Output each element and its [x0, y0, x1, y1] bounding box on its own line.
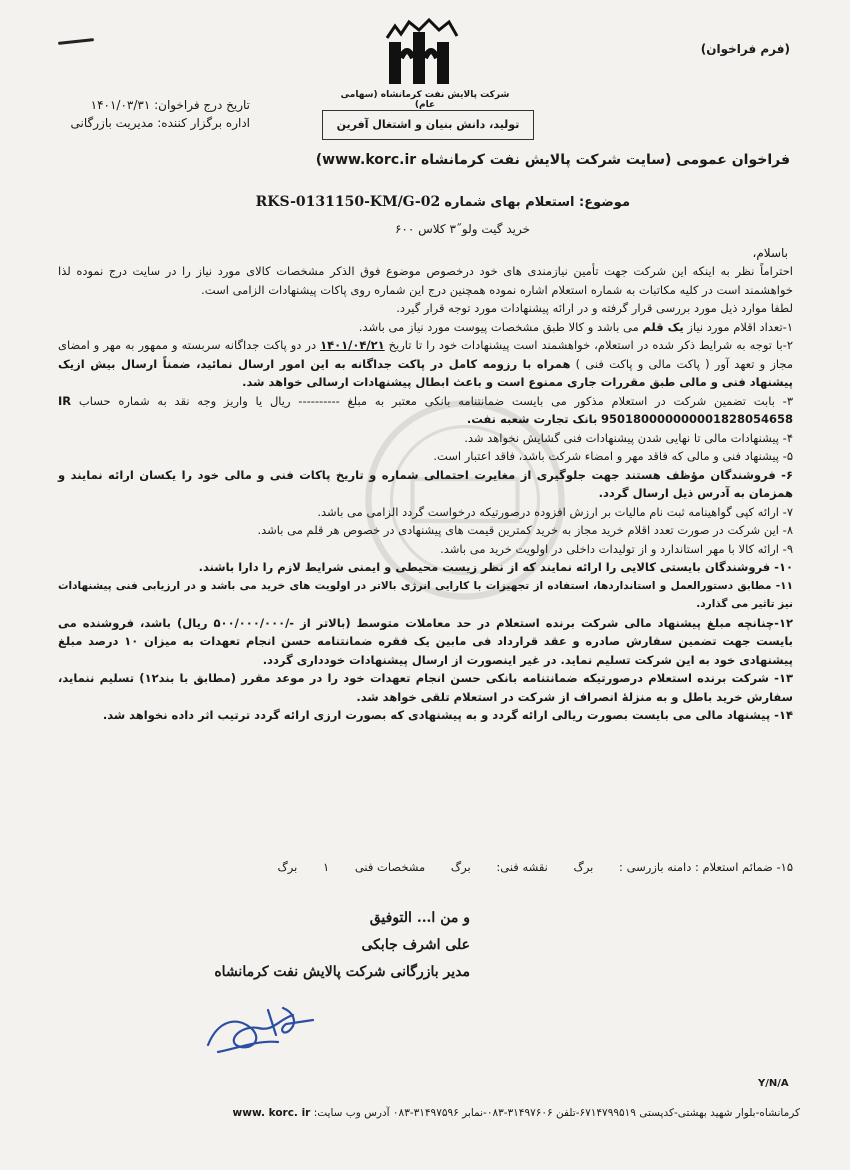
specs-label: مشخصات فنی [354, 860, 426, 874]
clause-2 [58, 336, 793, 392]
form-type-label: (فرم فراخوان) [700, 42, 790, 56]
deadline-date: ۱۴۰۱/۰۴/۲۱ [320, 338, 385, 352]
clause-13: ۱۳- شرکت برنده استعلام درصورتیکه ضمانتنامه بانکی حسن انجام تعهدات خود را در موعد مقرر (مطابق با بند۱۲) تسلیم ننماید، سفارش خرید باطل و به منزلهٔ انصراف از شرکت در استعلام تلقی خواهد شد. [58, 671, 794, 704]
letter-body [58, 262, 793, 725]
clause-8: ۸- این شرکت در صورت تعدد اقلام خرید مجاز به خرید کمترین قیمت های پیشنهادی در خصوص هر قلم می باشد. [257, 523, 793, 537]
clause-12: ۱۲-چنانچه مبلغ پیشنهاد مالی شرکت برنده استعلام در حد معاملات متوسط (بالاتر از -/۵۰۰/۰۰۰/۰۰۰ ریال) باشد، فروشنده می بایست جهت تضمین سفارش صادره و عقد قرارداد فی مابین یک فقره ضمانتنامه حسن انجام تعهدات به میزان ۱۰ درصد مبلغ پیشنهادی خود به این شرکت تسلیم نماید. در غیر اینصورت از ارسال پیشنهادات خودداری گردد. [58, 615, 793, 667]
drawing-pages: برگ [450, 860, 471, 874]
specs-pages: برگ [277, 860, 298, 874]
clause-2-resume: همراه با رزومه کامل در پاکت جداگانه [350, 356, 571, 371]
company-logo [385, 18, 459, 88]
clause-6: ۶- فروشندگان مؤظف هستند جهت جلوگیری از مغایرت احتمالی شماره و تاریخ پاکات فنی و مالی خود را یکسان ارائه نمایند و همزمان به آدرس ذیل ارسال گردد. [58, 467, 793, 500]
page-title: فراخوان عمومی (سایت شرکت پالایش نفت کرمانشاه www.korc.ir) [315, 152, 790, 168]
footer [110, 1107, 800, 1119]
company-slogan: تولید، دانش بنیان و اشتغال آفرین [322, 110, 534, 140]
clause-5: ۵- پیشنهاد فنی و مالی که فاقد مهر و امضاء شرکت باشد، فاقد اعتبار است. [433, 449, 793, 463]
item-quantity: یک قلم [642, 319, 684, 334]
inspection-pages: برگ [573, 860, 594, 874]
attachments-label: ۱۵- ضمائم استعلام : دامنه بازرسی : [619, 860, 793, 874]
greeting: باسلام، [752, 246, 788, 260]
organizer: اداره برگزار کننده: مدیریت بازرگانی [70, 116, 250, 130]
clause-10: ۱۰- فروشندگان بایستی کالایی را ارائه نمایند که از نظر زیست محیطی و ایمنی شرایط لازم را دارا باشند. [198, 560, 793, 574]
website-link[interactable]: www. korc. ir [232, 1107, 311, 1119]
initials: Y/N/A [758, 1078, 789, 1089]
clause-2-rest: به این امور ارسال نمائید، ضمناً ارسال بیش ازیک پیشنهاد فنی و مالی طبق مقررات جاری ممنوع است و باعث ابطال پیشنهادات ارسالی خواهد شد. [58, 356, 793, 389]
clause-2-text: ۲-با توجه به شرایط ذکر شده در استعلام، خواهشمند است پیشنهادات خود را تا تاریخ [388, 338, 794, 352]
clause-2-envelopes: در دو پاکت جداگانه سربسته و ممهور به مهر و امضای مجاز و تعهد آور ( پاکت مالی و پاکت فنی ) [58, 338, 793, 371]
clause-3 [58, 392, 793, 429]
signature-block [200, 905, 470, 986]
pen-mark [58, 38, 94, 45]
handwritten-signature [198, 990, 328, 1070]
clause-1 [58, 318, 793, 337]
intro-paragraph: احتراماً نظر به اینکه این شرکت جهت تأمین نیازمندی های خود درخصوص موضوع فوق الذکر مشخصات کالای مورد نیاز را در سایت درج نموده لذا خواهشمند است در کلیه مکاتبات به شماره استعلام اشاره نموده همچنین درج این شماره روی پاکات پیشنهادات الزامی است. [58, 264, 793, 297]
clause-7: ۷- ارائه کپی گواهینامه ثبت نام مالیات بر ارزش افزوده درصورتیکه درخواست گردد الزامی می باشد. [317, 504, 793, 519]
closing-phrase: و من ا... التوفیق [369, 910, 470, 926]
specs-count: ۱ [323, 860, 330, 874]
publish-date: تاریخ درج فراخوان: ۱۴۰۱/۰۳/۳۱ [90, 98, 250, 112]
clause-14: ۱۴- پیشنهاد مالی می بایست بصورت ریالی ارائه گردد و به پیشنهادی که بصورت ارزی ارائه گردد ترتیب اثر داده نخواهد شد. [102, 708, 793, 722]
company-name: شرکت پالایش نفت کرمانشاه (سهامی عام) [340, 90, 510, 110]
signer-name: علی اشرف جابکی [361, 937, 470, 953]
clause-9: ۹- ارائه کالا با مهر استاندارد و از تولیدات داخلی در اولویت خرید می باشد. [440, 541, 793, 556]
subject-line [200, 194, 630, 210]
attachments-line [110, 860, 793, 874]
call-meta [70, 96, 250, 132]
drawing-label: نقشه فنی: [496, 860, 548, 874]
bank-branch: بانک تجارت شعبه نفت. [466, 412, 598, 426]
item-description: خرید گیت ولو˝۳ کلاس ۶۰۰ [394, 222, 530, 236]
clause-1-text: ۱-تعداد اقلام مورد نیاز [687, 319, 793, 334]
clause-4: ۴- پیشنهادات مالی تا نهایی شدن پیشنهادات فنی گشایش نخواهد شد. [464, 430, 793, 445]
intro-note: لطفا موارد ذیل مورد بررسی قرار گرفته و در ارائه پیشنهادات مورد توجه قرار گیرد. [396, 301, 793, 315]
signer-position: مدیر بازرگانی شرکت پالایش نفت کرمانشاه [214, 964, 470, 980]
clause-1-rest: می باشد و کالا طبق مشخصات پیوست مورد نیاز می باشد. [358, 319, 639, 334]
subject-label: موضوع: استعلام بهای شماره [444, 195, 630, 210]
clause-11: ۱۱- مطابق دستورالعمل و استانداردها، استفاده از تجهیزات با کارایی انرژی بالاتر در اولویت های خرید می باشد و در ارزیابی فنی پیشنهادات نیز تاثیر می گذارد. [58, 579, 793, 610]
inquiry-reference: RKS-0131150-KM/G-02 [255, 194, 441, 210]
footer-address: کرمانشاه-بلوار شهید بهشتی-کدپستی ۶۷۱۴۷۹۹۵۱۹-تلفن ۳۱۴۹۷۶۰۶-۰۸۳-نمابر ۳۱۴۹۷۵۹۶-۰۸۳ آدرس وب سایت: [313, 1107, 800, 1119]
bank-iban: IR 950180000000001828054658 [58, 393, 793, 426]
clause-3-text: ۳- بابت تضمین شرکت در استعلام مذکور می بایست ضمانتنامه بانکی معتبر به مبلغ ---------- ریال یا واریز وجه نقد به شماره حساب [78, 393, 794, 408]
